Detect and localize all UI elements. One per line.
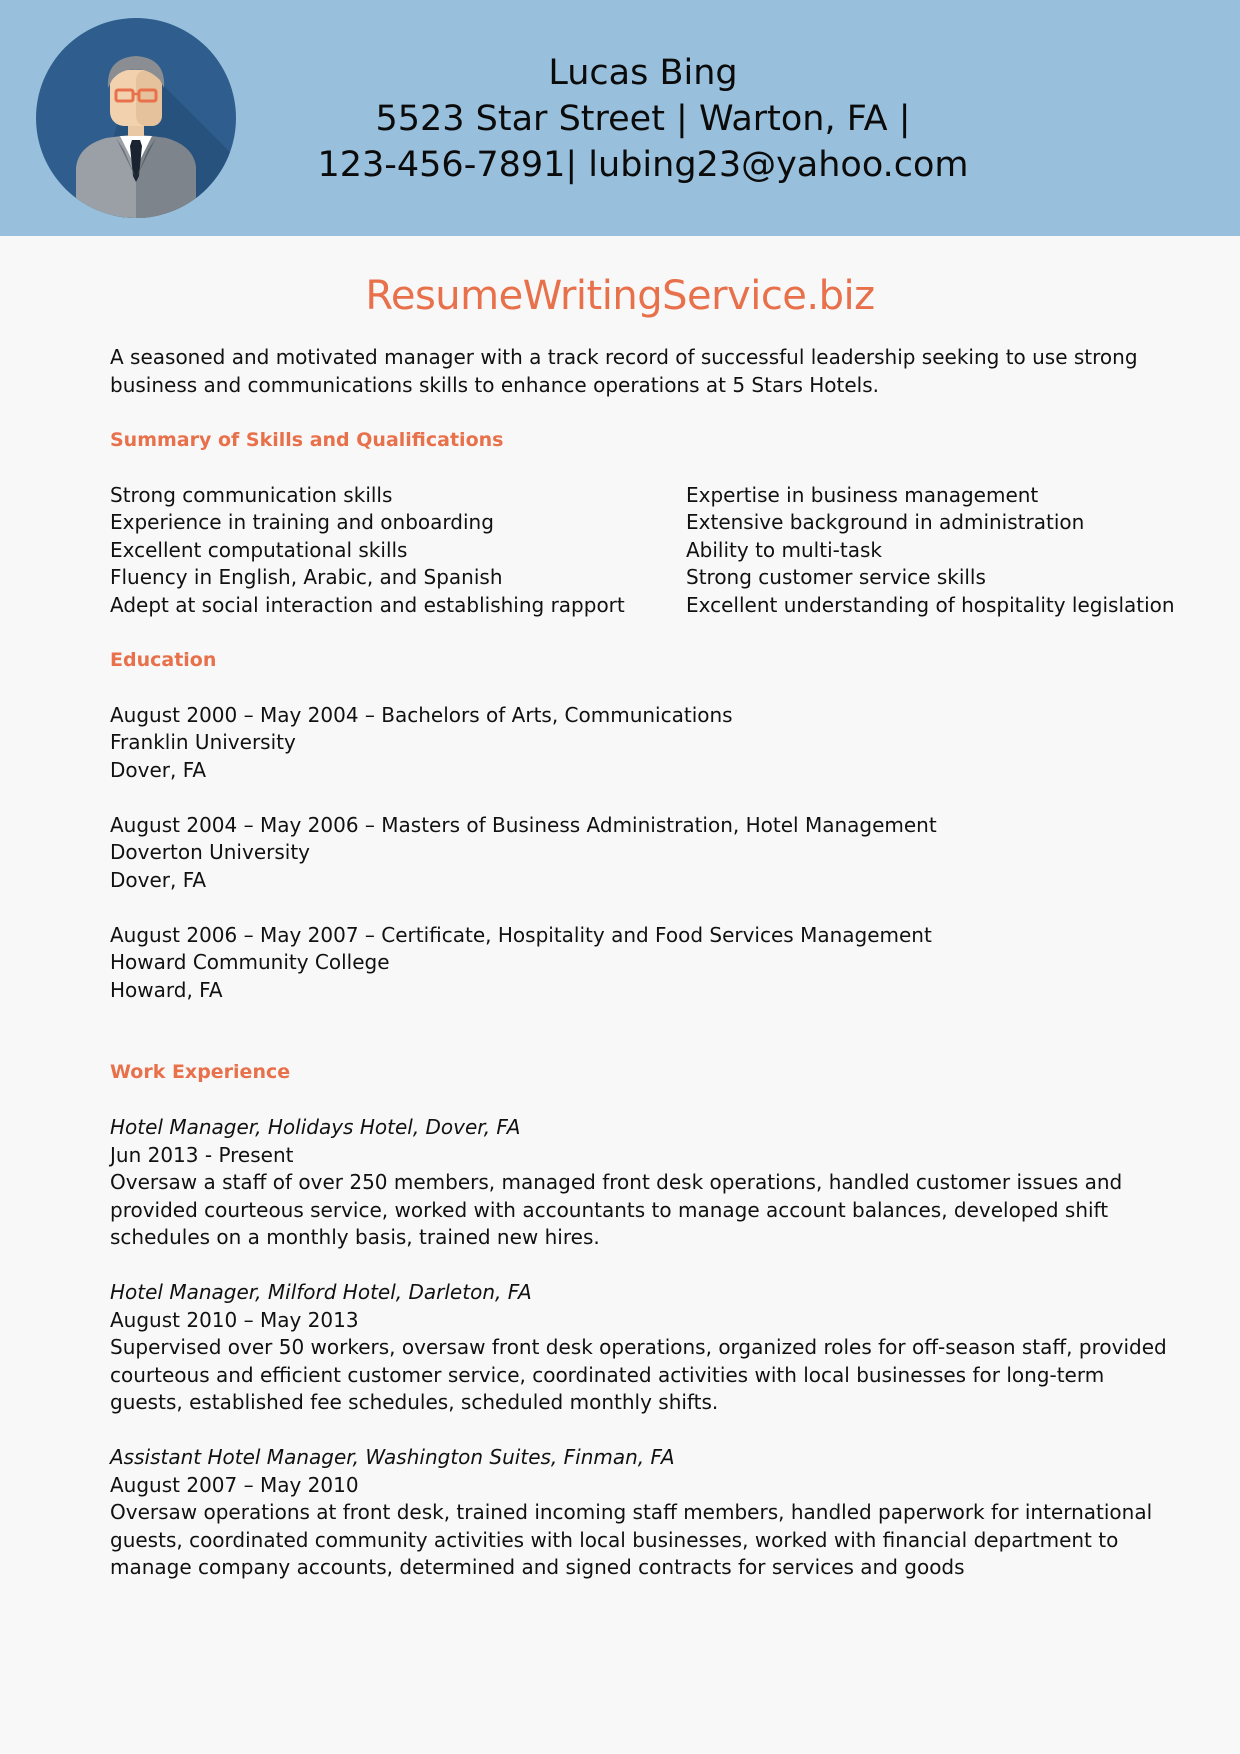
job-description: Oversaw operations at front desk, trained incoming staff members, handled paperwork for international guests, coordinated community activities with local businesses, worked with financial department to manage company accounts, determined and signed contracts for services and goods xyxy=(110,1500,1153,1579)
education-entry xyxy=(110,922,1180,1005)
education-degree: August 2004 – May 2006 – Masters of Business Administration, Hotel Management xyxy=(110,812,937,837)
brand-title: ResumeWritingService.biz xyxy=(365,273,875,319)
job-role: Assistant Hotel Manager, Washington Suites, Finman, FA xyxy=(110,1445,675,1469)
education-entry xyxy=(110,812,1180,895)
skill-item: Extensive background in administration xyxy=(686,510,1085,534)
job-description: Supervised over 50 workers, oversaw front desk operations, organized roles for off-season staff, provided courteous and efficient customer service, coordinated activities with local businesses for long-term guests, established fee schedules, scheduled monthly shifts. xyxy=(110,1335,1167,1414)
education-location: Dover, FA xyxy=(110,757,207,782)
education-school: Franklin University xyxy=(110,730,296,754)
skill-item: Strong customer service skills xyxy=(686,565,986,589)
education-degree: August 2000 – May 2004 – Bachelors of Arts, Communications xyxy=(110,702,733,727)
skills-heading: Summary of Skills and Qualifications xyxy=(110,428,504,451)
skill-item: Excellent understanding of hospitality legislation xyxy=(686,592,1175,617)
skill-item: Strong communication skills xyxy=(110,482,393,507)
skill-item: Excellent computational skills xyxy=(110,537,408,562)
job-entry xyxy=(110,1114,1180,1252)
avatar-icon xyxy=(36,18,236,218)
education-location: Dover, FA xyxy=(110,867,207,892)
education-degree: August 2006 – May 2007 – Certificate, Hospitality and Food Services Management xyxy=(110,922,932,947)
candidate-address: 5523 Star Street | Warton, FA | xyxy=(375,99,911,139)
education-entry xyxy=(110,702,1180,785)
resume-body xyxy=(110,344,1180,1582)
job-dates: August 2010 – May 2013 xyxy=(110,1307,359,1332)
skill-item: Fluency in English, Arabic, and Spanish xyxy=(110,565,503,589)
header-banner xyxy=(0,0,1240,236)
job-entry xyxy=(110,1444,1180,1582)
education-location: Howard, FA xyxy=(110,977,223,1002)
skill-item: Ability to multi-task xyxy=(686,537,882,562)
skill-item: Expertise in business management xyxy=(686,482,1039,507)
education-school: Howard Community College xyxy=(110,950,390,974)
experience-heading: Work Experience xyxy=(110,1061,291,1083)
candidate-contact: 123-456-7891| lubing23@yahoo.com xyxy=(317,145,969,185)
skill-item: Adept at social interaction and establishing rapport xyxy=(110,592,625,617)
skill-item: Experience in training and onboarding xyxy=(110,510,494,534)
job-description: Oversaw a staff of over 250 members, managed front desk operations, handled customer issues and provided courteous service, worked with accountants to manage account balances, developed shift schedules on a monthly basis, trained new hires. xyxy=(110,1170,1123,1249)
job-role: Hotel Manager, Milford Hotel, Darleton, FA xyxy=(110,1280,532,1304)
job-dates: August 2007 – May 2010 xyxy=(110,1472,359,1497)
job-entry xyxy=(110,1279,1180,1417)
job-dates: Jun 2013 - Present xyxy=(110,1142,294,1167)
candidate-name: Lucas Bing xyxy=(548,53,738,93)
skills-list xyxy=(110,482,1180,620)
education-school: Doverton University xyxy=(110,840,310,864)
education-heading: Education xyxy=(110,648,217,671)
objective-text: A seasoned and motivated manager with a track record of successful leadership seeking to use strong business and communications skills to enhance operations at 5 Stars Hotels. xyxy=(110,345,1138,397)
job-role: Hotel Manager, Holidays Hotel, Dover, FA xyxy=(110,1115,521,1139)
contact-block xyxy=(250,50,1036,188)
